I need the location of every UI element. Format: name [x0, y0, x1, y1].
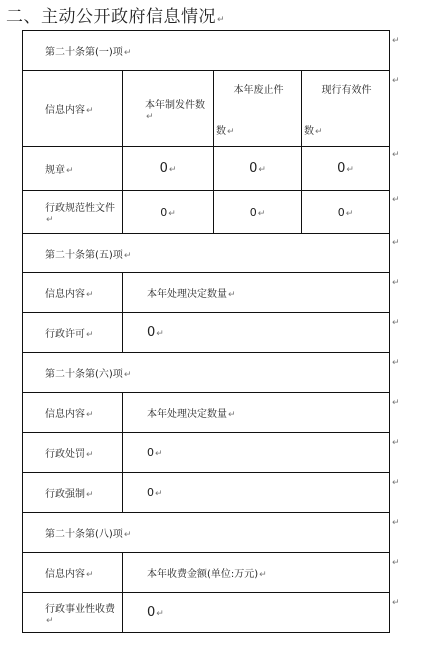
- header-info-content: 信息内容↵: [23, 71, 123, 147]
- return-mark: ↵: [392, 358, 400, 368]
- section2-title-row: [23, 234, 390, 273]
- cell-value: 0↵: [214, 147, 302, 191]
- table-row: [23, 313, 390, 353]
- return-mark: ↵: [392, 478, 400, 488]
- section-heading: 二、主动公开政府信息情况↵: [6, 7, 226, 27]
- return-mark: ↵: [392, 518, 400, 528]
- section2-title: 第二十条第(五)项↵: [23, 234, 390, 273]
- table-row: [23, 393, 390, 433]
- cell-value: 0↵: [214, 191, 302, 234]
- return-mark: ↵: [392, 36, 400, 46]
- return-mark: ↵: [392, 438, 400, 448]
- table-row: [23, 433, 390, 473]
- section1-title: 第二十条第(一)项↵: [23, 31, 390, 71]
- cell-value: 0↵: [123, 191, 214, 234]
- return-mark: ↵: [392, 398, 400, 408]
- table-row: [23, 593, 390, 633]
- row-label: 规章↵: [23, 147, 123, 191]
- row-label: 信息内容↵: [23, 393, 123, 433]
- info-disclosure-table: [22, 30, 390, 633]
- row-label: 行政规范性文件↵: [23, 191, 123, 234]
- cell-value: 0↵: [123, 473, 390, 513]
- return-mark: ↵: [392, 195, 400, 205]
- row-label: 行政处罚↵: [23, 433, 123, 473]
- row-label: 信息内容↵: [23, 553, 123, 593]
- cell-value: 0↵: [302, 147, 390, 191]
- cell-value: 0↵: [123, 593, 390, 633]
- table-row: [23, 147, 390, 191]
- cell-value: 0↵: [123, 147, 214, 191]
- section1-title-row: [23, 31, 390, 71]
- cell-value: 0↵: [123, 433, 390, 473]
- header-issued-count: 本年制发件数↵: [123, 71, 214, 147]
- section4-title: 第二十条第(八)项↵: [23, 513, 390, 553]
- row-label: 行政事业性收费↵: [23, 593, 123, 633]
- cell-value: 0↵: [123, 313, 390, 353]
- section4-title-row: [23, 513, 390, 553]
- table-row: [23, 473, 390, 513]
- header-abolished-count: 本年废止件 数↵: [214, 71, 302, 147]
- table-row: [23, 191, 390, 234]
- return-mark: ↵: [392, 238, 400, 248]
- cell-value: 0↵: [302, 191, 390, 234]
- return-mark: ↵: [392, 278, 400, 288]
- cell-header: 本年收费金额(单位:万元)↵: [123, 553, 390, 593]
- return-mark: ↵: [392, 598, 400, 608]
- row-label: 行政强制↵: [23, 473, 123, 513]
- section3-title: 第二十条第(六)项↵: [23, 353, 390, 393]
- return-mark: ↵: [392, 318, 400, 328]
- cell-header: 本年处理决定数量↵: [123, 393, 390, 433]
- table-row: [23, 273, 390, 313]
- section3-title-row: [23, 353, 390, 393]
- section1-header-row: [23, 71, 390, 147]
- return-mark: ↵: [392, 150, 400, 160]
- return-mark: ↵: [392, 76, 400, 86]
- return-mark: ↵: [392, 558, 400, 568]
- row-label: 行政许可↵: [23, 313, 123, 353]
- header-valid-count: 现行有效件 数↵: [302, 71, 390, 147]
- table-row: [23, 553, 390, 593]
- cell-header: 本年处理决定数量↵: [123, 273, 390, 313]
- row-label: 信息内容↵: [23, 273, 123, 313]
